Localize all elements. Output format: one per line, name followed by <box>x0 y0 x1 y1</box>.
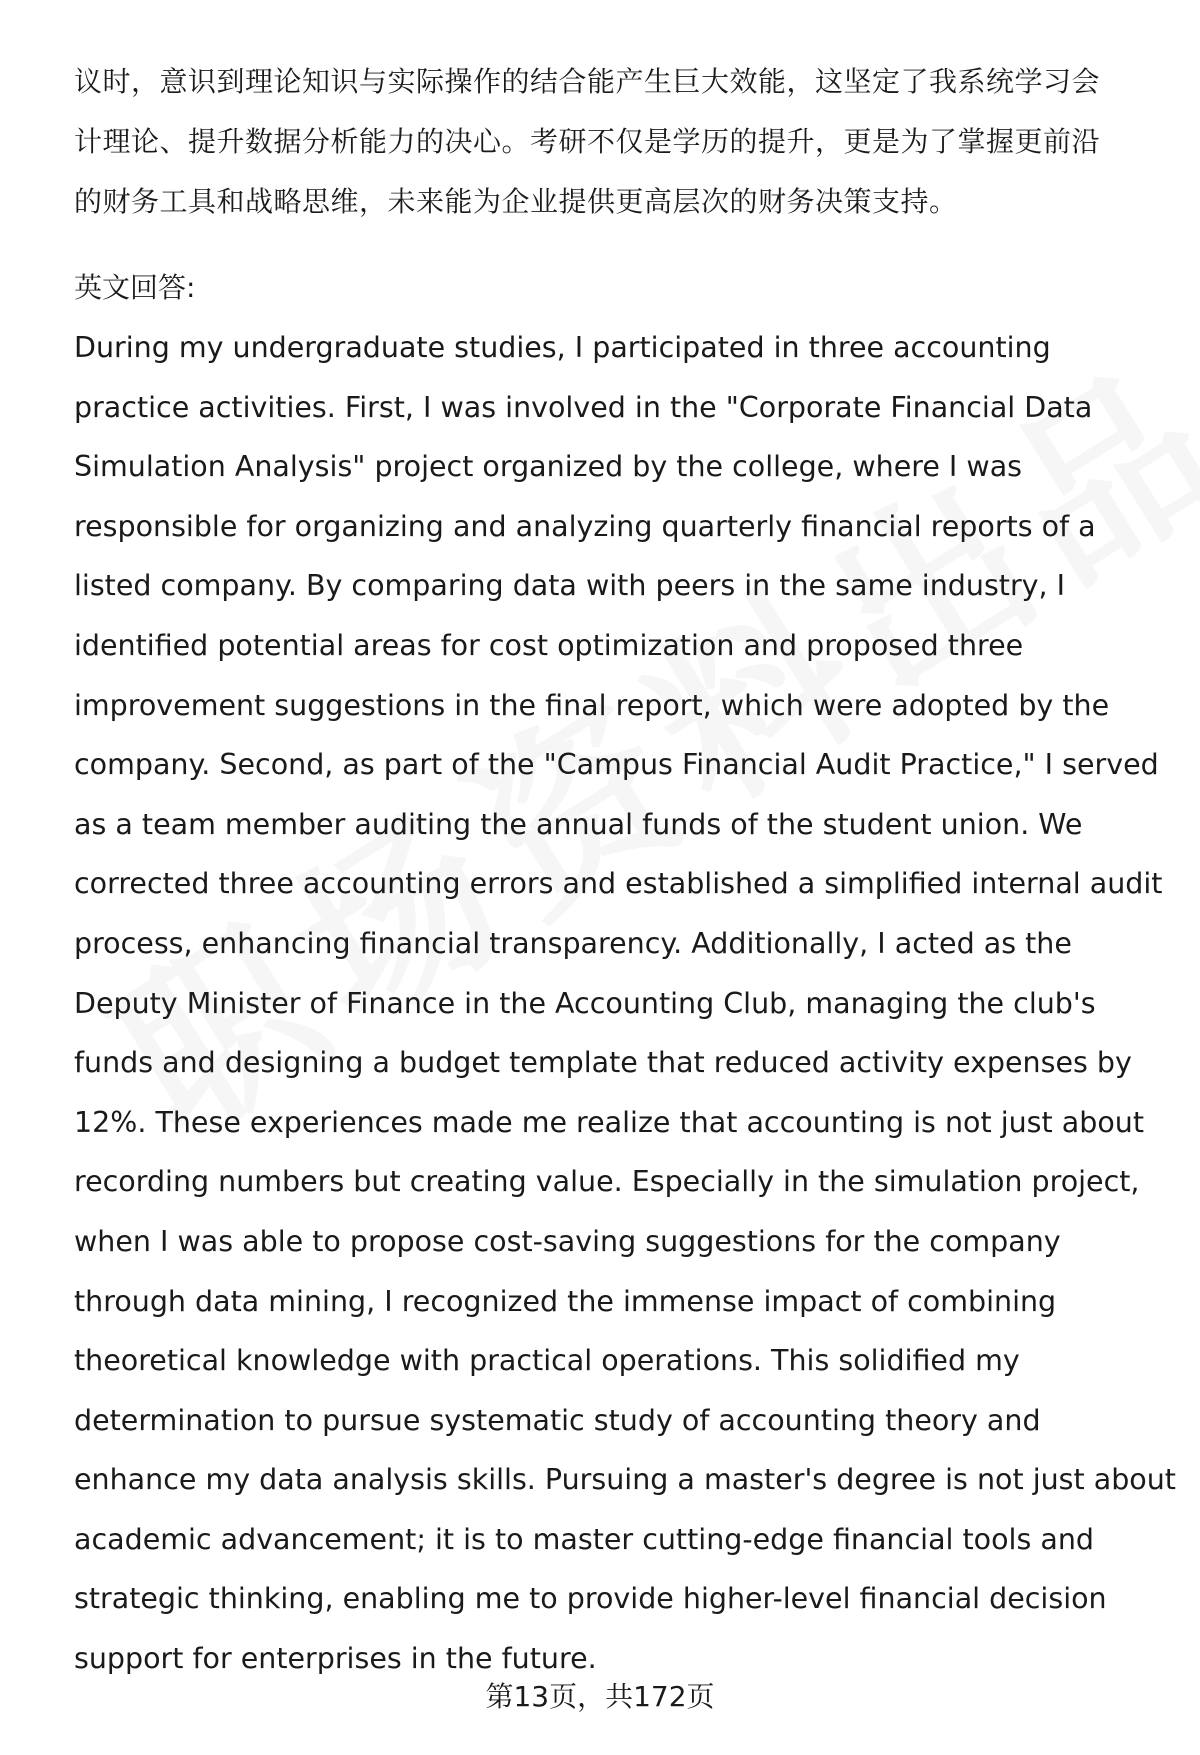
paragraph-line: responsible for organizing and analyzing quarterly financial reports of a <box>74 509 1096 543</box>
paragraph-line: listed company. By comparing data with peers in the same industry, I <box>74 569 1066 603</box>
paragraph-line: academic advancement; it is to master cutting-edge financial tools and <box>74 1522 1095 1556</box>
paragraph-line: company. Second, as part of the "Campus Financial Audit Practice," I served <box>74 748 1159 782</box>
paragraph-line: when I was able to propose cost-saving suggestions for the company <box>74 1224 1061 1258</box>
paragraph-line: During my undergraduate studies, I participated in three accounting <box>74 331 1051 364</box>
paragraph-line: practice activities. First, I was involved in the "Corporate Financial Data <box>74 390 1093 424</box>
paragraph-line: process, enhancing financial transparency. Additionally, I acted as the <box>74 926 1072 960</box>
paragraph-line: Deputy Minister of Finance in the Accounting Club, managing the club's <box>74 986 1096 1020</box>
paragraph-line: 的财务工具和战略思维，未来能为企业提供更高层次的财务决策支持。 <box>74 185 958 218</box>
paragraph-line: improvement suggestions in the final report, which were adopted by the <box>74 688 1110 722</box>
english-answer-paragraph <box>74 318 1176 1689</box>
paragraph-line: through data mining, I recognized the immense impact of combining <box>74 1284 1057 1318</box>
paragraph-line: support for enterprises in the future. <box>74 1642 597 1676</box>
paragraph-line: strategic thinking, enabling me to provide higher-level financial decision <box>74 1582 1107 1616</box>
paragraph-line: 计理论、提升数据分析能力的决心。考研不仅是学历的提升，更是为了掌握更前沿 <box>74 125 1101 158</box>
english-answer-heading: 英文回答: <box>74 271 196 304</box>
paragraph-line: enhance my data analysis skills. Pursuing a master's degree is not just about <box>74 1463 1176 1497</box>
paragraph-line: recording numbers but creating value. Especially in the simulation project, <box>74 1165 1140 1199</box>
paragraph-line: identified potential areas for cost optimization and proposed three <box>74 628 1024 662</box>
chinese-paragraph <box>74 52 1154 232</box>
paragraph-line: theoretical knowledge with practical operations. This solidified my <box>74 1344 1020 1378</box>
paragraph-line: as a team member auditing the annual funds of the student union. We <box>74 807 1083 841</box>
paragraph-line: funds and designing a budget template that reduced activity expenses by <box>74 1046 1132 1080</box>
paragraph-line: determination to pursue systematic study of accounting theory and <box>74 1403 1041 1437</box>
paragraph-line: 议时，意识到理论知识与实际操作的结合能产生巨大效能，这坚定了我系统学习会 <box>74 65 1101 98</box>
paragraph-line: corrected three accounting errors and established a simplified internal audit <box>74 867 1163 901</box>
page-number-footer: 第13页，共172页 <box>485 1680 715 1713</box>
paragraph-line: Simulation Analysis" project organized by the college, where I was <box>74 450 1023 484</box>
paragraph-line: 12%. These experiences made me realize that accounting is not just about <box>74 1105 1144 1139</box>
